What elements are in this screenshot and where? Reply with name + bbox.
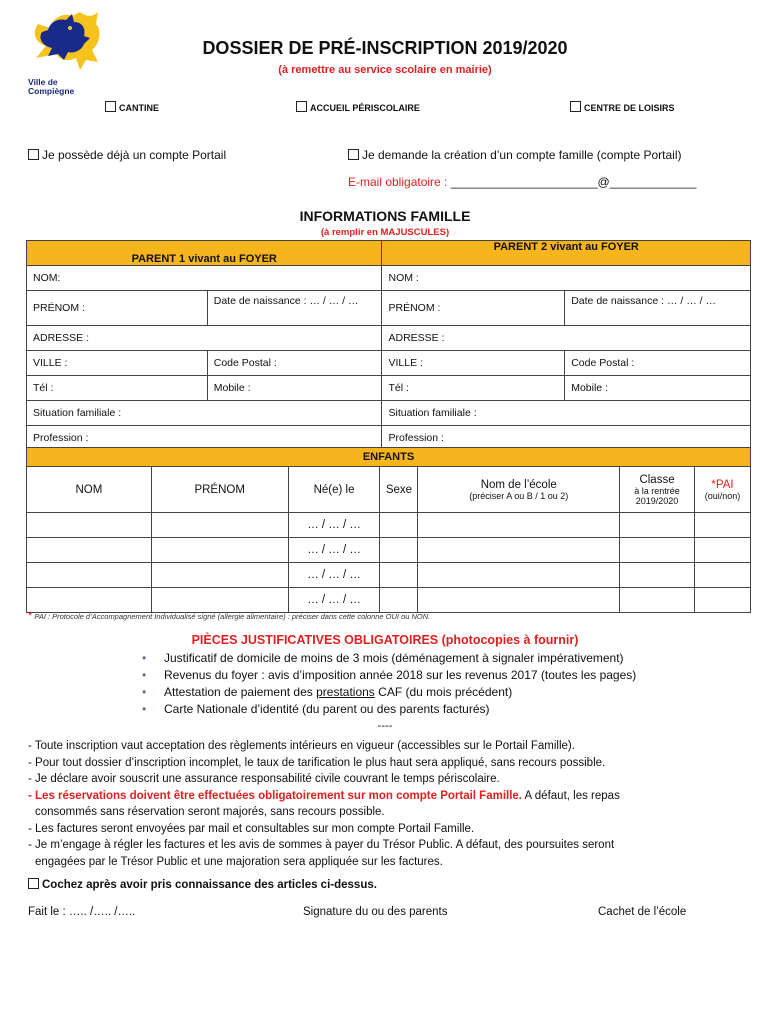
- checkbox-icon[interactable]: [570, 101, 581, 112]
- service-periscolaire[interactable]: ACCUEIL PÉRISCOLAIRE: [296, 101, 420, 113]
- table-row[interactable]: … / … / …: [27, 563, 751, 588]
- page-subtitle: (à remettre au service scolaire en mairie): [278, 64, 492, 76]
- email-blank[interactable]: ______________________@_____________: [450, 175, 697, 189]
- service-cantine[interactable]: CANTINE: [105, 101, 159, 113]
- parent2-adresse[interactable]: ADRESSE :: [382, 326, 751, 351]
- parent1-naissance[interactable]: Date de naissance : … / … / …: [207, 291, 382, 326]
- table-row[interactable]: … / … / …: [27, 588, 751, 613]
- list-item: • Justificatif de domicile de moins de 3 mois (déménagement à signaler impérativement): [150, 650, 636, 667]
- fait-le[interactable]: Fait le : ….. /….. /…..: [28, 906, 136, 918]
- list-item: • Carte Nationale d’identité (du parent ou des parents facturés): [150, 701, 636, 718]
- parent1-tel[interactable]: Tél :: [27, 376, 208, 401]
- table-row[interactable]: … / … / …: [27, 538, 751, 563]
- parent1-mobile[interactable]: Mobile :: [207, 376, 382, 401]
- parent1-prenom[interactable]: PRÉNOM :: [27, 291, 208, 326]
- pai-note: * PAI : Protocole d’Accompagnement Individualisé signé (allergie alimentaire) : préciser dans cette colonne OUI ou NON.: [28, 610, 431, 622]
- col-sexe: Sexe: [380, 467, 418, 513]
- acknowledge-checkbox[interactable]: Cochez après avoir pris connaissance des articles ci-dessus.: [28, 878, 377, 891]
- col-pai: *PAI (oui/non): [694, 467, 750, 513]
- checkbox-icon[interactable]: [348, 149, 359, 160]
- famille-title: INFORMATIONS FAMILLE: [299, 208, 471, 224]
- parent2-situation[interactable]: Situation familiale :: [382, 401, 751, 426]
- col-classe: Classe à la rentrée 2019/2020: [620, 467, 695, 513]
- signature-label: Signature du ou des parents: [303, 906, 448, 918]
- checkbox-icon[interactable]: [105, 101, 116, 112]
- parent1-cp[interactable]: Code Postal :: [207, 351, 382, 376]
- parent2-ville[interactable]: VILLE :: [382, 351, 565, 376]
- checkbox-icon[interactable]: [28, 878, 39, 889]
- service-centre-loisirs[interactable]: CENTRE DE LOISIRS: [570, 101, 675, 113]
- account-existing-option[interactable]: Je possède déjà un compte Portail: [28, 148, 226, 162]
- checkbox-icon[interactable]: [28, 149, 39, 160]
- famille-table: [26, 240, 751, 451]
- enfants-header: ENFANTS: [27, 448, 751, 467]
- account-create-option[interactable]: Je demande la création d’un compte famille (compte Portail): [348, 148, 682, 162]
- logo-text-line1: Ville de: [28, 77, 58, 87]
- parent2-nom[interactable]: NOM :: [382, 266, 751, 291]
- email-label: E-mail obligatoire :: [348, 175, 448, 189]
- parent1-adresse[interactable]: ADRESSE :: [27, 326, 382, 351]
- parent2-prenom[interactable]: PRÉNOM :: [382, 291, 565, 326]
- parent2-mobile[interactable]: Mobile :: [565, 376, 751, 401]
- email-field[interactable]: [348, 175, 696, 189]
- pieces-title: PIÈCES JUSTIFICATIVES OBLIGATOIRES (photocopies à fournir): [191, 633, 579, 647]
- checkbox-icon[interactable]: [296, 101, 307, 112]
- parent1-header: PARENT 1 vivant au FOYER: [27, 241, 382, 266]
- list-item: • Revenus du foyer : avis d’imposition année 2018 sur les revenus 2017 (toutes les pages): [150, 667, 636, 684]
- col-prenom: PRÉNOM: [151, 467, 288, 513]
- pieces-list: [150, 650, 636, 718]
- col-ecole: Nom de l’école (préciser A ou B / 1 ou 2): [418, 467, 620, 513]
- rules-block: - Toute inscription vaut acceptation des règlements intérieurs en vigueur (accessibles sur le Portail Famille). - Pour tout dossier d’inscription incomplet, le taux de tarification le plus haut sera appliqué, sans recours possible. - Je déclare avoir souscrit une assurance responsabilité civile couvrant le temps périscolaire. - Les réservations doivent être effectuées obligatoirement sur mon compte Portail Famille. A défaut, les repas consommés sans réservation seront majorés, sans recours possible. - Les factures seront envoyées par mail et consultables sur mon compte Portail Famille. - Je m’engage à régler les factures et les avis de sommes à payer du Trésor Public. A défaut, des poursuites seront engagées par le Trésor Public et une majoration sera appliquée sur les factures.: [28, 740, 620, 868]
- parent1-situation[interactable]: Situation familiale :: [27, 401, 382, 426]
- parent1-profession[interactable]: Profession :: [27, 426, 382, 451]
- parent2-profession[interactable]: Profession :: [382, 426, 751, 451]
- parent2-header: PARENT 2 vivant au FOYER: [382, 241, 751, 266]
- enfants-table: [26, 447, 751, 613]
- parent2-cp[interactable]: Code Postal :: [565, 351, 751, 376]
- cachet-label: Cachet de l’école: [598, 906, 687, 918]
- parent2-naissance[interactable]: Date de naissance : … / … / …: [565, 291, 751, 326]
- table-row[interactable]: … / … / …: [27, 513, 751, 538]
- list-item: • Attestation de paiement des prestations CAF (du mois précédent): [150, 684, 636, 701]
- parent1-nom[interactable]: NOM:: [27, 266, 382, 291]
- famille-subtitle: (à remplir en MAJUSCULES): [320, 227, 450, 238]
- logo-text-line2: Compiègne: [28, 86, 75, 96]
- page-title: DOSSIER DE PRÉ-INSCRIPTION 2019/2020: [202, 38, 568, 58]
- col-nom: NOM: [27, 467, 152, 513]
- separator: ----: [377, 720, 393, 732]
- parent1-ville[interactable]: VILLE :: [27, 351, 208, 376]
- parent2-tel[interactable]: Tél :: [382, 376, 565, 401]
- col-ne: Né(e) le: [288, 467, 380, 513]
